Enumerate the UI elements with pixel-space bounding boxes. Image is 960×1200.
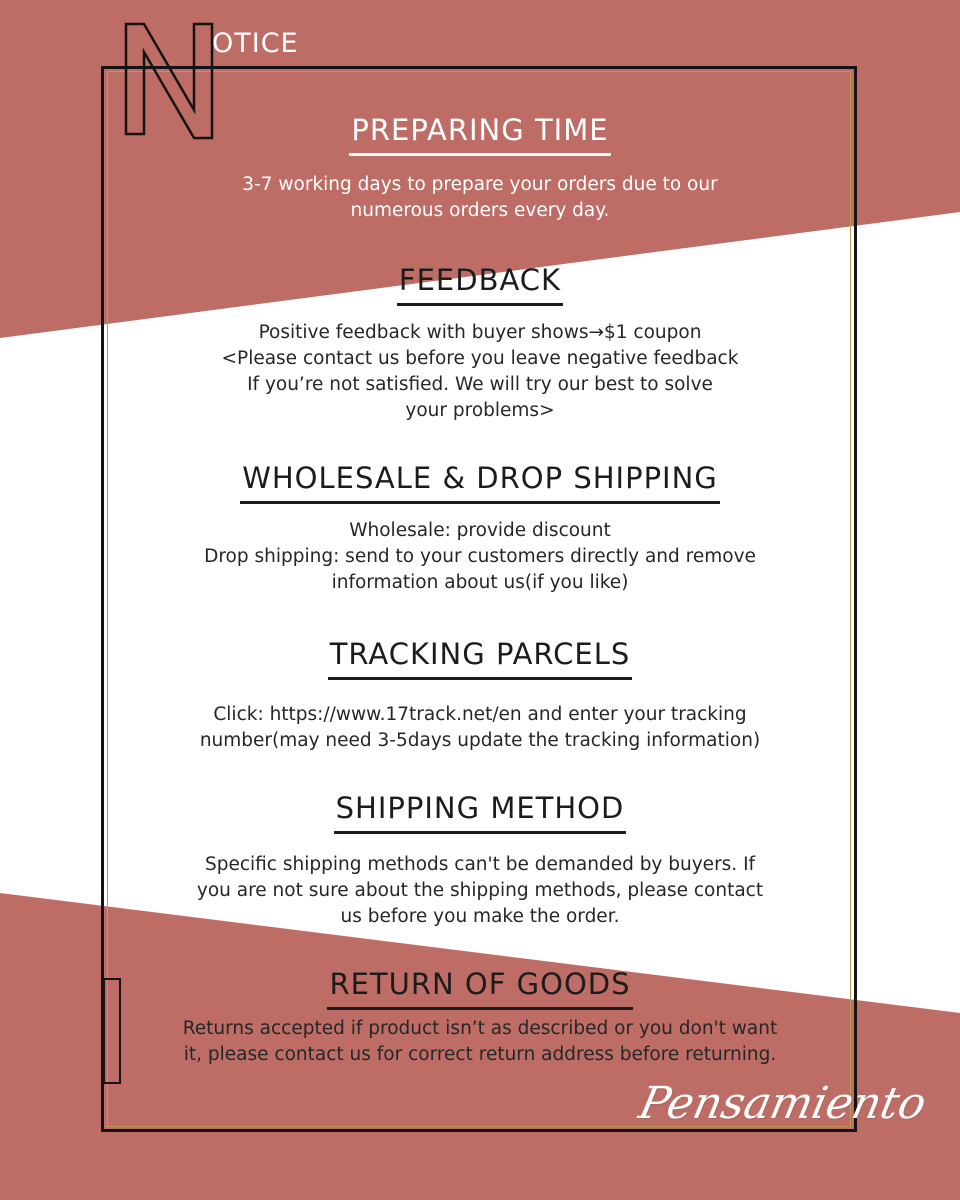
wholesale-text: Wholesale: provide discount Drop shipping: send to your customers directly and remove information about us(if you like)	[204, 520, 756, 594]
section-return-of-goods	[130, 968, 830, 1068]
tracking-text: Click: https://www.17track.net/en and enter your tracking number(may need 3-5days update the tracking information)	[199, 704, 761, 752]
section-tracking-parcels	[150, 638, 810, 754]
section-wholesale-drop-shipping	[150, 462, 810, 596]
section-feedback	[150, 264, 810, 424]
return-heading: RETURN OF GOODS	[327, 968, 632, 1010]
section-preparing-time	[150, 114, 810, 224]
notice-initial-text: N	[124, 22, 125, 23]
feedback-text: Positive feedback with buyer shows→$1 coupon <Please contact us before you leave negative feedback If you’re not satisfied. We will try our best to solve your problems>	[221, 322, 739, 422]
preparing-time-text: 3-7 working days to prepare your orders due to our numerous orders every day.	[242, 174, 718, 222]
notice-title: OTICE	[212, 28, 299, 59]
feedback-heading: FEEDBACK	[397, 264, 563, 306]
tracking-heading: TRACKING PARCELS	[328, 638, 633, 680]
section-shipping-method	[150, 792, 810, 930]
frame-side-tab	[103, 978, 121, 1084]
return-text: Returns accepted if product isn’t as described or you don't want it, please contact us for correct return address before returning.	[182, 1018, 778, 1066]
wholesale-heading: WHOLESALE & DROP SHIPPING	[240, 462, 720, 504]
shipping-method-heading: SHIPPING METHOD	[334, 792, 627, 834]
preparing-time-heading: PREPARING TIME	[349, 114, 610, 156]
shipping-method-text: Specific shipping methods can't be demanded by buyers. If you are not sure about the shipping methods, please contact us before you make the order.	[196, 854, 764, 928]
brand-signature: Pensamiento	[634, 1078, 931, 1129]
